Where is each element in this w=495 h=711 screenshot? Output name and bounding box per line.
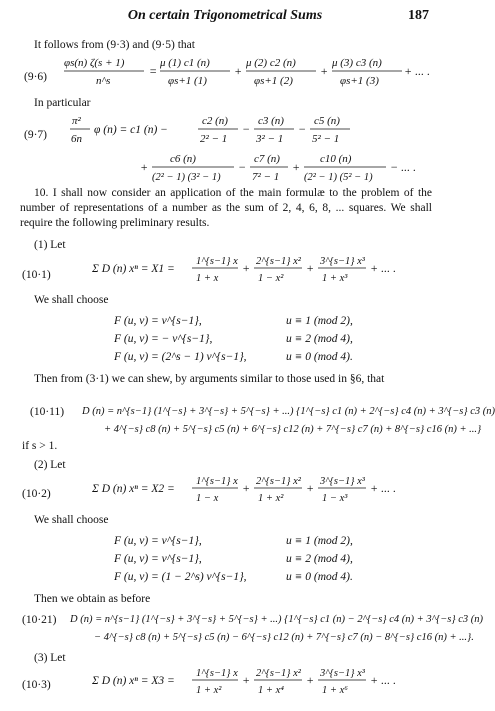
eq-label-10-2: (10·2)	[22, 488, 51, 500]
eq96-tail: + ... .	[404, 64, 431, 78]
eq97-t5-num: c5 (n)	[314, 115, 340, 127]
case-1-row-2-cond: u ≡ 2 (mod 4),	[286, 333, 353, 345]
eq-10-11-line-1: D (n) = n^{s−1} (1^{−s} + 3^{−s} + 5^{−s} + ...) {1^{−s} c1 (n) + 2^{−s} c4 (n) + 3^{−s} c3 (n)	[82, 406, 495, 417]
case-3-label: (3) Let	[34, 652, 66, 664]
page-number: 187	[408, 8, 429, 23]
eq102-plus-1: +	[242, 481, 251, 495]
eq97-t10-den: (2² − 1) (5² − 1)	[304, 172, 373, 183]
eq97-lhs-num: π²	[72, 115, 81, 127]
eq96-lhs-num: φs(n) ζ(s + 1)	[64, 57, 125, 69]
eq101-f3-num: 3^{s−1} x³	[320, 256, 365, 267]
case-1-row-3-cond: u ≡ 0 (mod 4).	[286, 351, 353, 363]
eq97-tail: − ... .	[390, 160, 417, 174]
eq-10-21-line-1: D (n) = n^{s−1} (1^{−s} + 3^{−s} + 5^{−s} + ...) {1^{−s} c1 (n) − 2^{−s} c4 (n) + 3^{−s} c3 (n)	[70, 614, 483, 625]
eq97-t10-num: c10 (n)	[320, 153, 352, 165]
case-2-label: (2) Let	[34, 459, 66, 471]
eq-label-9-6: (9·6)	[24, 71, 47, 83]
case-2-row-2-f: F (u, v) = v^{s−1},	[114, 553, 202, 565]
case-1-row-1-f: F (u, v) = v^{s−1},	[114, 315, 202, 327]
eq97-t3-num: c3 (n)	[258, 115, 284, 127]
eq96-t2-num: μ (2) c2 (n)	[246, 57, 296, 69]
eq97-t5-den: 5² − 1	[312, 133, 340, 145]
eq97-minus-3: −	[238, 160, 247, 174]
eq-10-11-line-2: + 4^{−s} c8 (n) + 5^{−s} c5 (n) + 6^{−s} c12 (n) + 7^{−s} c7 (n) + 8^{−s} c16 (n) + ...}	[104, 424, 482, 435]
eq97-plus-lead: +	[140, 160, 149, 174]
eq101-f2-num: 2^{s−1} x²	[256, 256, 301, 267]
eq97-minus-1: −	[242, 122, 251, 136]
case-1-then: Then from (3·1) we can shew, by arguments similar to those used in §6, that	[34, 373, 385, 385]
case-2-then: Then we obtain as before	[34, 593, 151, 605]
eq96-t2-den: φs+1 (2)	[254, 75, 293, 87]
eq103-f3-num: 3^{s−1} x³	[320, 668, 365, 679]
eq102-f3-num: 3^{s−1} x³	[320, 476, 365, 487]
eq96-equals: =	[149, 64, 158, 78]
eq103-f1-den: 1 + x²	[196, 685, 222, 696]
eq97-t6-num: c6 (n)	[170, 153, 196, 165]
eq101-plus-1: +	[242, 261, 251, 275]
eq97-t7-num: c7 (n)	[254, 153, 280, 165]
in-particular-text: In particular	[34, 97, 91, 109]
eq102-f1-num: 1^{s−1} x	[196, 476, 238, 487]
equation-10-2	[92, 472, 432, 508]
case-1-condition: if s > 1.	[22, 440, 58, 452]
paragraph-10: 10. I shall now consider an application of the main formulæ to the problem of the number of representations of a number as the sum of 2, 4, 6, 8, ... squares. We shall require the following preliminary results.	[20, 187, 432, 229]
eq103-plus-2: +	[306, 673, 315, 687]
eq97-minus-2: −	[298, 122, 307, 136]
eq102-plus-2: +	[306, 481, 315, 495]
eq101-tail: + ... .	[370, 261, 397, 275]
case-2-row-3-f: F (u, v) = (1 − 2^s) v^{s−1},	[114, 571, 247, 583]
eq103-plus-1: +	[242, 673, 251, 687]
eq97-lhs-rest: φ (n) = c1 (n) −	[94, 124, 168, 136]
eq96-lhs-den: n^s	[96, 75, 111, 87]
eq103-tail: + ... .	[370, 673, 397, 687]
eq101-lhs: Σ D (n) xⁿ = X1 =	[92, 263, 175, 275]
eq101-f1-num: 1^{s−1} x	[196, 256, 238, 267]
eq102-f3-den: 1 − x³	[322, 493, 348, 504]
eq97-t3-den: 3² − 1	[256, 133, 284, 145]
equation-10-1	[92, 252, 432, 288]
case-2-row-1-f: F (u, v) = v^{s−1},	[114, 535, 202, 547]
eq96-plus-2: +	[320, 64, 329, 78]
equation-9-7-line-1	[70, 110, 410, 150]
eq101-f1-den: 1 + x	[196, 273, 219, 284]
eq101-f2-den: 1 − x²	[258, 273, 284, 284]
eq-10-21-line-2: − 4^{−s} c8 (n) + 5^{−s} c5 (n) − 6^{−s} c12 (n) + 7^{−s} c7 (n) − 8^{−s} c16 (n) + ...}.	[94, 632, 474, 643]
eq97-t6-den: (2² − 1) (3² − 1)	[152, 172, 221, 183]
eq103-lhs: Σ D (n) xⁿ = X3 =	[92, 675, 175, 687]
eq103-f1-num: 1^{s−1} x	[196, 668, 238, 679]
eq97-t2-den: 2² − 1	[200, 133, 228, 145]
eq102-f2-num: 2^{s−1} x²	[256, 476, 301, 487]
eq-label-10-1: (10·1)	[22, 269, 51, 281]
eq96-t1-num: μ (1) c1 (n)	[160, 57, 210, 69]
eq-label-9-7: (9·7)	[24, 129, 47, 141]
case-2-row-3-cond: u ≡ 0 (mod 4).	[286, 571, 353, 583]
eq101-plus-2: +	[306, 261, 315, 275]
case-2-row-1-cond: u ≡ 1 (mod 2),	[286, 535, 353, 547]
eq103-f3-den: 1 + x⁶	[322, 685, 348, 696]
case-1-choose: We shall choose	[34, 294, 109, 306]
eq97-t7-den: 7² − 1	[252, 171, 280, 183]
eq101-f3-den: 1 + x³	[322, 273, 348, 284]
running-title: On certain Trigonometrical Sums	[127, 8, 323, 23]
eq-label-10-3: (10·3)	[22, 679, 51, 691]
case-2-row-2-cond: u ≡ 2 (mod 4),	[286, 553, 353, 565]
eq96-t1-den: φs+1 (1)	[168, 75, 207, 87]
case-1-label: (1) Let	[34, 239, 66, 251]
eq97-plus-2: +	[292, 160, 301, 174]
eq96-plus-1: +	[234, 64, 243, 78]
eq102-lhs: Σ D (n) xⁿ = X2 =	[92, 483, 175, 495]
case-1-row-1-cond: u ≡ 1 (mod 2),	[286, 315, 353, 327]
eq96-t3-num: μ (3) c3 (n)	[332, 57, 382, 69]
eq102-f1-den: 1 − x	[196, 493, 219, 504]
equation-9-6	[64, 52, 431, 92]
eq96-t3-den: φs+1 (3)	[340, 75, 379, 87]
equation-9-7-line-2	[140, 148, 440, 188]
eq103-f2-den: 1 + x⁴	[258, 685, 284, 696]
case-1-row-2-f: F (u, v) = − v^{s−1},	[114, 333, 213, 345]
eq-label-10-11: (10·11)	[30, 406, 65, 418]
eq97-lhs-den: 6n	[71, 133, 82, 145]
eq102-f2-den: 1 + x²	[258, 493, 284, 504]
case-1-row-3-f: F (u, v) = (2^s − 1) v^{s−1},	[114, 351, 247, 363]
equation-10-3	[92, 664, 432, 700]
eq102-tail: + ... .	[370, 481, 397, 495]
eq97-t2-num: c2 (n)	[202, 115, 228, 127]
case-2-choose: We shall choose	[34, 514, 109, 526]
eq-label-10-21: (10·21)	[22, 614, 57, 626]
eq103-f2-num: 2^{s−1} x²	[256, 668, 301, 679]
intro-text: It follows from (9·3) and (9·5) that	[34, 39, 195, 51]
